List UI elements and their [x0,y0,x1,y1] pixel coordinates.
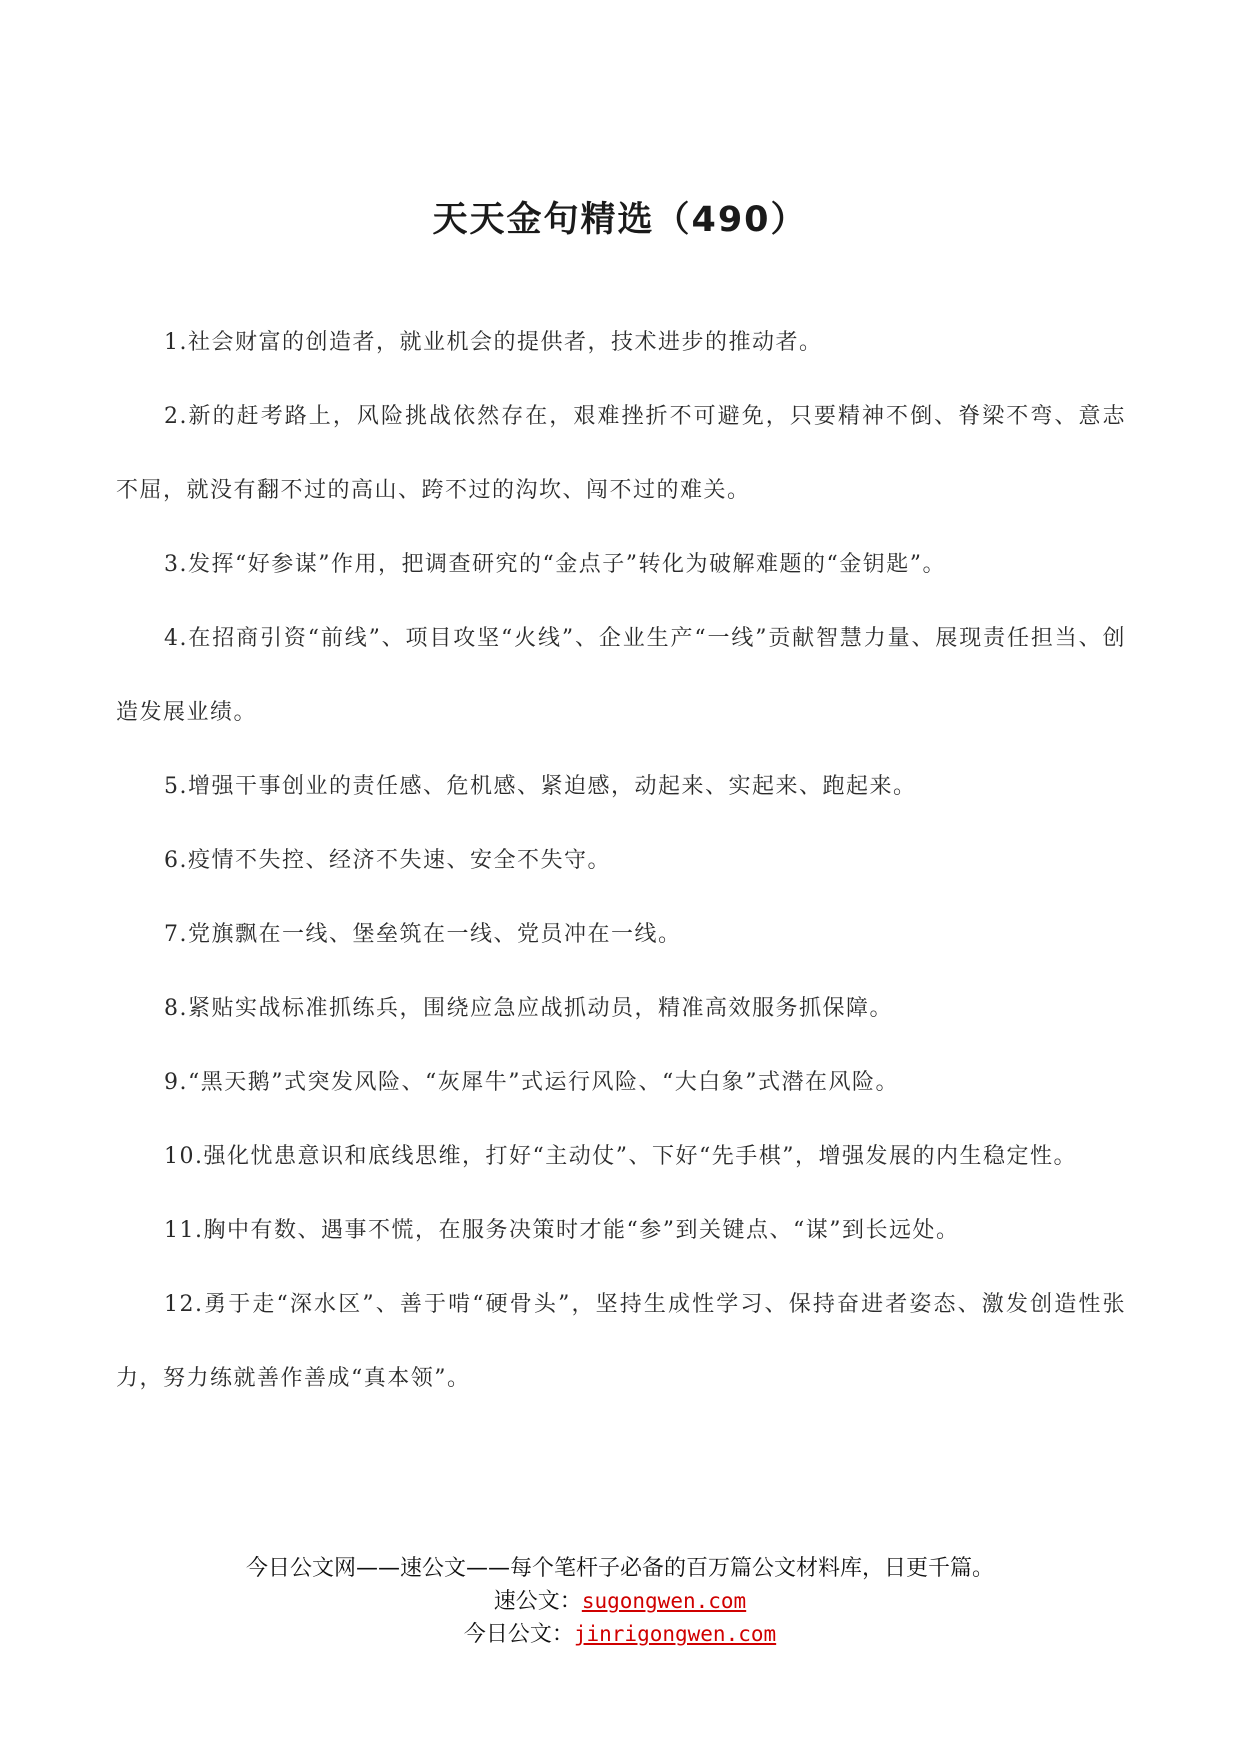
paragraph-6: 6.疫情不失控、经济不失速、安全不失守。 [164,848,611,873]
footer-link1-label: 速公文： [493,1589,582,1614]
footer-link2-label: 今日公文： [463,1622,574,1647]
document-title: 天天金句精选（490） [432,200,808,240]
footer [0,1553,1240,1651]
paragraph-2: 2.新的赶考路上，风险挑战依然存在，艰难挫折不可避免，只要精神不倒、脊梁不弯、意志不屈，就没有翻不过的高山、跨不过的沟坎、闯不过的难关。 [116,404,1126,503]
paragraph-7: 7.党旗飘在一线、堡垒筑在一线、党员冲在一线。 [164,922,682,947]
paragraph-1: 1.社会财富的创造者，就业机会的提供者，技术进步的推动者。 [164,330,823,355]
paragraph-11: 11.胸中有数、遇事不慌，在服务决策时才能“参”到关键点、“谋”到长远处。 [164,1218,960,1243]
footer-link-row-1 [0,1585,1240,1618]
paragraph-10: 10.强化忧患意识和底线思维，打好“主动仗”、下好“先手棋”，增强发展的内生稳定性。 [164,1144,1077,1169]
paragraph-12: 12.勇于走“深水区”、善于啃“硬骨头”，坚持生成性学习、保持奋进者姿态、激发创造性张力，努力练就善作善成“真本领”。 [116,1292,1126,1391]
paragraph-5: 5.增强干事创业的责任感、危机感、紧迫感，动起来、实起来、跑起来。 [164,774,917,799]
footer-slogan: 今日公文网——速公文——每个笔杆子必备的百万篇公文材料库，日更千篇。 [245,1556,994,1581]
paragraph-3: 3.发挥“好参谋”作用，把调查研究的“金点子”转化为破解难题的“金钥匙”。 [164,552,946,577]
document-body [116,306,1126,1416]
footer-link-row-2 [0,1618,1240,1651]
jinrigongwen-link[interactable]: jinrigongwen.com [573,1622,777,1646]
sugongwen-link[interactable]: sugongwen.com [581,1589,747,1613]
paragraph-9: 9.“黑天鹅”式突发风险、“灰犀牛”式运行风险、“大白象”式潜在风险。 [164,1070,899,1095]
paragraph-8: 8.紧贴实战标准抓练兵，围绕应急应战抓动员，精准高效服务抓保障。 [164,996,893,1021]
paragraph-4: 4.在招商引资“前线”、项目攻坚“火线”、企业生产“一线”贡献智慧力量、展现责任担当、创造发展业绩。 [116,626,1126,725]
